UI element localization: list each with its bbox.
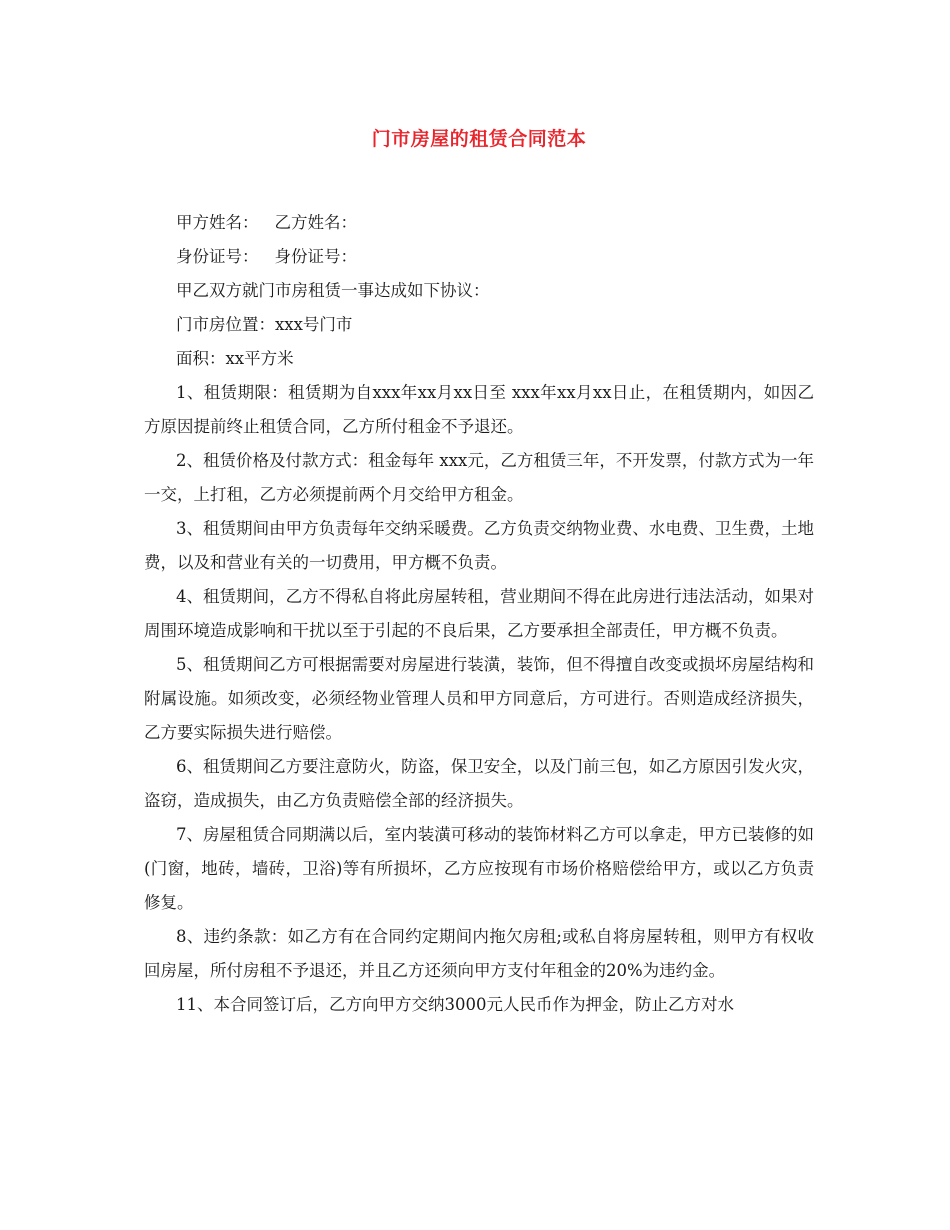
agreement-intro: 甲乙双方就门市房租赁一事达成如下协议： xyxy=(176,281,490,300)
party-id-line xyxy=(144,240,814,274)
clause-rent-payment: 2、租赁价格及付款方式：租金每年 xxx元，乙方租赁三年，不开发票，付款方式为一年一交，上打租，乙方必须提前两个月交给甲方租金。 xyxy=(144,451,814,504)
clause-sublease: 4、租赁期间，乙方不得私自将此房屋转租，营业期间不得在此房进行违法活动，如果对周围环境造成影响和干扰以至于引起的不良后果，乙方要承担全部责任，甲方概不负责。 xyxy=(144,587,814,640)
clause-breach: 8、违约条款：如乙方有在合同约定期间内拖欠房租;或私自将房屋转租，则甲方有权收回房屋，所付房租不予退还，并且乙方还须向甲方支付年租金的20%为违约金。 xyxy=(144,927,814,980)
document-title: 门市房屋的租赁合同范本 xyxy=(371,128,587,150)
party-b-id-label: 身份证号： xyxy=(274,247,357,266)
clause-fees: 3、租赁期间由甲方负责每年交纳采暖费。乙方负责交纳物业费、水电费、卫生费，土地费，以及和营业有关的一切费用，甲方概不负责。 xyxy=(144,519,814,572)
party-a-name-label: 甲方姓名： xyxy=(176,213,259,232)
clause-expiry: 7、房屋租赁合同期满以后，室内装潢可移动的装饰材料乙方可以拿走，甲方已装修的如(门窗，地砖，墙砖，卫浴)等有所损坏，乙方应按现有市场价格赔偿给甲方，或以乙方负责修复。 xyxy=(144,825,814,912)
clause-renovation: 5、租赁期间乙方可根据需要对房屋进行装潢，装饰，但不得擅自改变或损坏房屋结构和附属设施。如须改变，必须经物业管理人员和甲方同意后，方可进行。否则造成经济损失，乙方要实际损失进行赔偿。 xyxy=(144,655,814,742)
clause-deposit: 11、本合同签订后，乙方向甲方交纳3000元人民币作为押金，防止乙方对水 xyxy=(176,995,734,1014)
clause-safety: 6、租赁期间乙方要注意防火，防盗，保卫安全，以及门前三包，如乙方原因引发火灾，盗窃，造成损失，由乙方负责赔偿全部的经济损失。 xyxy=(144,757,814,810)
party-b-name-label: 乙方姓名： xyxy=(274,213,357,232)
party-a-id-label: 身份证号： xyxy=(176,247,259,266)
party-name-line xyxy=(144,206,814,240)
clause-lease-term: 1、租赁期限：租赁期为自xxx年xx月xx日至 xxx年xx月xx日止，在租赁期内，如因乙方原因提前终止租赁合同，乙方所付租金不予退还。 xyxy=(144,383,814,436)
shop-location: 门市房位置：xxx号门市 xyxy=(176,315,353,334)
shop-area: 面积：xx平方米 xyxy=(176,349,294,368)
